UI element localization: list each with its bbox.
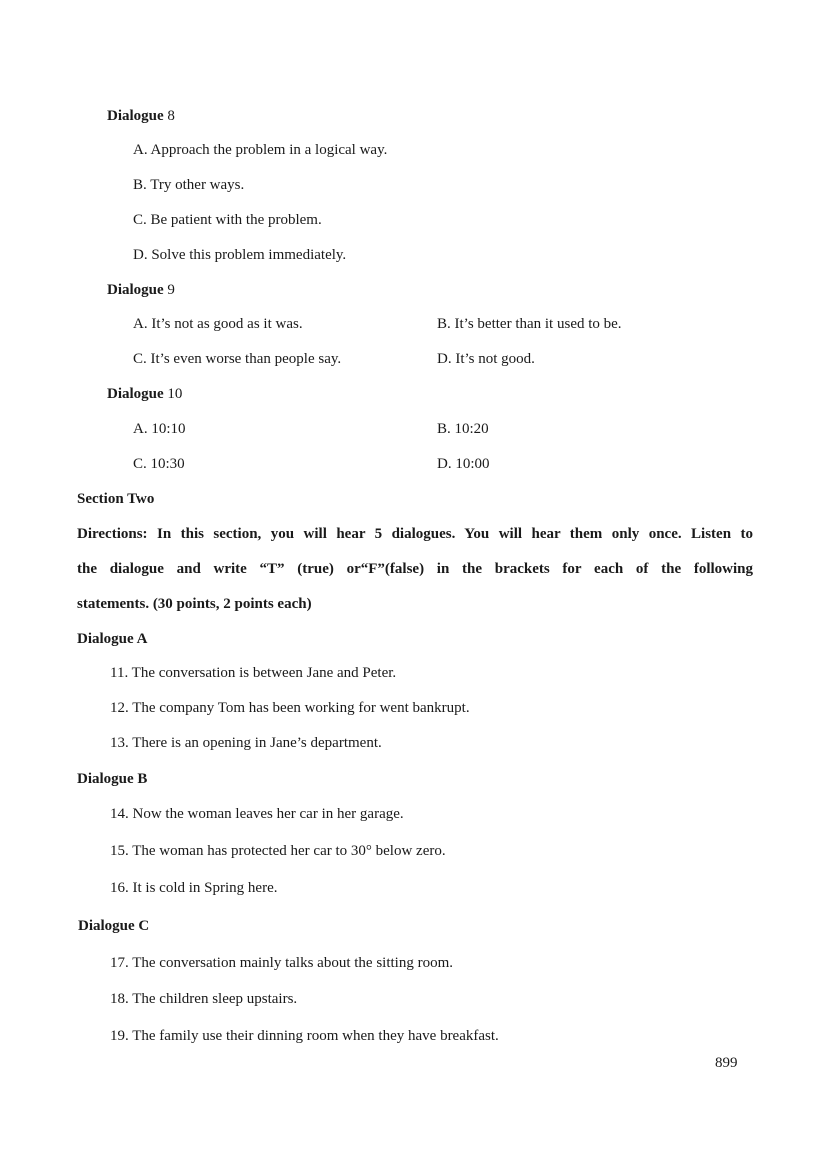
section-two-title: Section Two — [77, 491, 155, 507]
dialogue-10-option-a: A. 10:10 — [133, 421, 186, 437]
statement-12: 12. The company Tom has been working for went bankrupt. — [110, 700, 470, 716]
statement-16: 16. It is cold in Spring here. — [110, 880, 278, 896]
dialogue-10-title: Dialogue — [107, 386, 164, 402]
directions-line-3: statements. (30 points, 2 points each) — [77, 596, 312, 612]
dialogue-10-option-c: C. 10:30 — [133, 456, 185, 472]
dialogue-9-option-b: B. It’s better than it used to be. — [437, 316, 622, 332]
dialogue-8-heading — [107, 108, 175, 125]
dialogue-9-number: 9 — [167, 282, 175, 298]
page-number: 899 — [715, 1055, 738, 1071]
statement-17: 17. The conversation mainly talks about the sitting room. — [110, 955, 454, 971]
dialogue-10-option-b: B. 10:20 — [437, 421, 489, 437]
dialogue-a-title: Dialogue A — [77, 631, 148, 647]
dialogue-9-title: Dialogue — [107, 282, 164, 298]
dialogue-9-option-a: A. It’s not as good as it was. — [133, 316, 303, 332]
dialogue-9-option-d: D. It’s not good. — [437, 351, 535, 367]
statement-14: 14. Now the woman leaves her car in her garage. — [110, 806, 404, 822]
dialogue-c-title: Dialogue C — [78, 918, 150, 934]
dialogue-8-option-a: A. Approach the problem in a logical way. — [133, 142, 388, 158]
dialogue-10-heading — [107, 386, 182, 403]
dialogue-10-option-d: D. 10:00 — [437, 456, 490, 472]
dialogue-8-number: 8 — [167, 108, 175, 124]
dialogue-b-title: Dialogue B — [77, 771, 148, 787]
directions-line-2: the dialogue and write “T” (true) or“F”(false) in the brackets for each of the following — [77, 561, 753, 577]
statement-19: 19. The family use their dinning room when they have breakfast. — [110, 1028, 499, 1044]
dialogue-9-heading — [107, 282, 175, 299]
statement-18: 18. The children sleep upstairs. — [110, 991, 298, 1007]
dialogue-8-option-c: C. Be patient with the problem. — [133, 212, 322, 228]
dialogue-9-option-c: C. It’s even worse than people say. — [133, 351, 342, 367]
statement-13: 13. There is an opening in Jane’s department. — [110, 735, 382, 751]
statement-11: 11. The conversation is between Jane and Peter. — [110, 665, 397, 681]
dialogue-8-title: Dialogue — [107, 108, 164, 124]
dialogue-8-option-d: D. Solve this problem immediately. — [133, 247, 347, 263]
dialogue-10-number: 10 — [167, 386, 183, 402]
statement-15: 15. The woman has protected her car to 30° below zero. — [110, 843, 446, 859]
directions-line-1: Directions: In this section, you will hear 5 dialogues. You will hear them only once. Listen to — [77, 526, 753, 542]
dialogue-8-option-b: B. Try other ways. — [133, 177, 245, 193]
